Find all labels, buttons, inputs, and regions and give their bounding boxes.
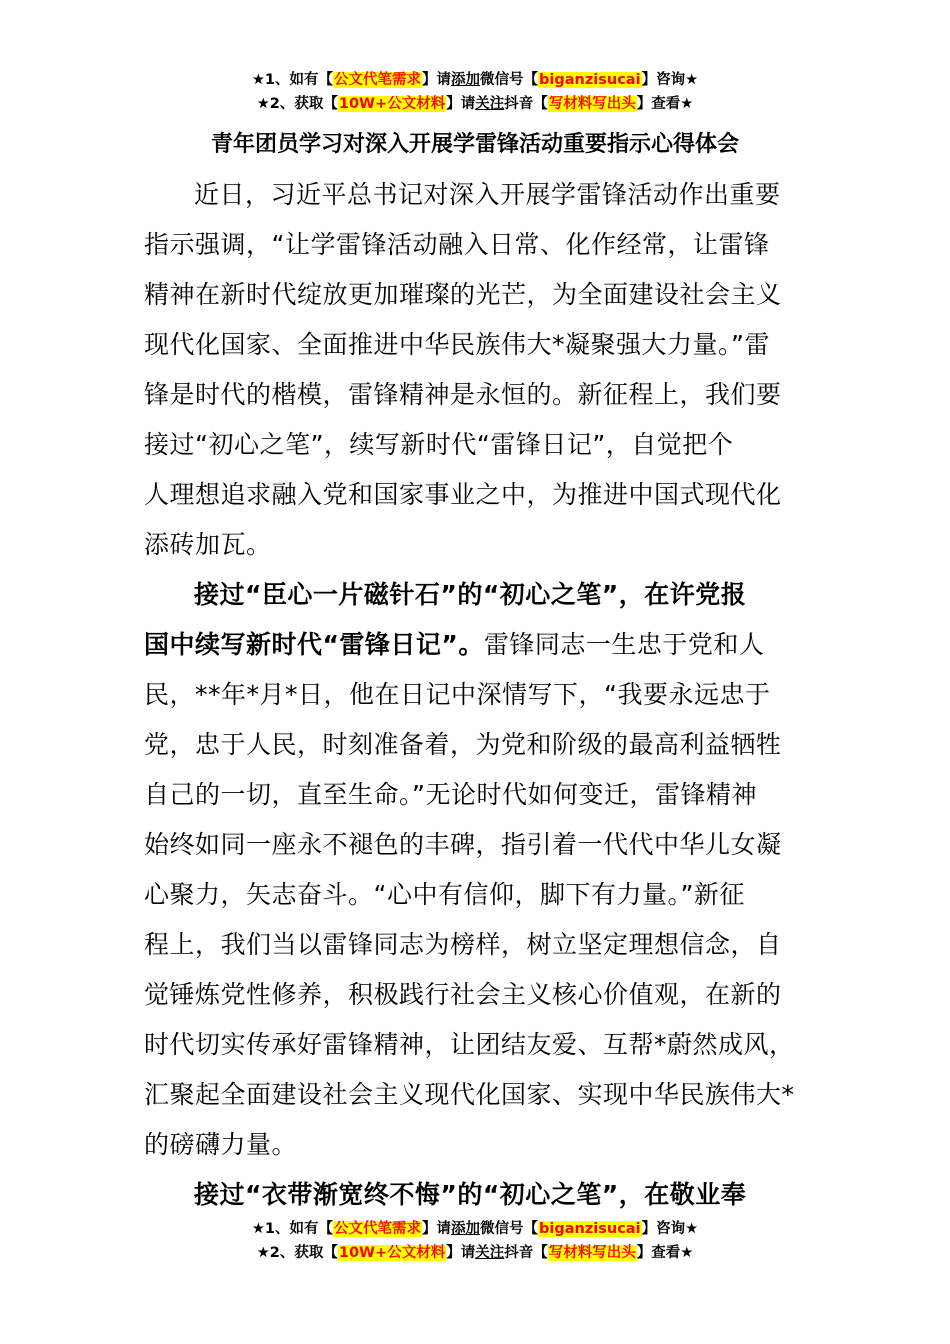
- paragraph-line: 觉锤炼党性修养，积极践行社会主义核心价值观，在新的: [144, 980, 782, 1009]
- highlight-wechat-id: biganzisucai: [539, 72, 641, 88]
- banner-text: 微信号【: [480, 1221, 539, 1237]
- paragraph-line: 锋是时代的楷模，雷锋精神是永恒的。新征程上，我们要: [144, 380, 782, 409]
- highlight-douyin-account: 写材料写出头: [548, 1245, 636, 1261]
- highlight-materials: 10W+公文材料: [338, 1245, 446, 1261]
- highlight-materials: 10W+公文材料: [338, 96, 446, 112]
- paragraph-line: 添砖加瓦。: [144, 530, 272, 559]
- banner-text: 抖音【: [504, 96, 548, 112]
- banner-text: ★2、获取【: [256, 96, 338, 112]
- highlight-service: 公文代笔需求: [334, 1221, 422, 1237]
- section-heading-line: 接过“衣带渐宽终不悔”的“初心之笔”，在敬业奉: [194, 1180, 747, 1209]
- paragraph-line: 现代化国家、全面推进中华民族伟大*凝聚强大力量。”雷: [144, 330, 770, 359]
- paragraph-line: 精神在新时代绽放更加璀璨的光芒，为全面建设社会主义: [144, 280, 782, 309]
- banner-text: 】请: [422, 72, 452, 88]
- banner-text: 】查看★: [636, 96, 694, 112]
- banner-line-1: [0, 68, 950, 92]
- banner-text: 】请: [446, 96, 476, 112]
- paragraph-line: 接过“初心之笔”，续写新时代“雷锋日记”，自觉把个: [144, 430, 734, 459]
- underlined-word: 关注: [475, 1245, 505, 1261]
- paragraph-line: 心聚力，矢志奋斗。“心中有信仰，脚下有力量。”新征: [144, 880, 745, 909]
- underlined-word: 添加: [451, 1221, 481, 1237]
- banner-text: ★1、如有【: [251, 72, 334, 88]
- banner-text: 】请: [446, 1245, 476, 1261]
- paragraph-line: 时代切实传承好雷锋精神，让团结友爱、互帮*蔚然成风，: [144, 1030, 795, 1059]
- paragraph-line: 始终如同一座永不褪色的丰碑，指引着一代代中华儿女凝: [144, 830, 782, 859]
- banner-text: 】查看★: [636, 1245, 694, 1261]
- paragraph-line: 自己的一切，直至生命。”无论时代如何变迁，雷锋精神: [144, 780, 757, 809]
- banner-text: ★2、获取【: [256, 1245, 338, 1261]
- banner-text: 】咨询★: [641, 1221, 699, 1237]
- banner-line-2: [0, 92, 950, 116]
- banner-text: ★1、如有【: [251, 1221, 334, 1237]
- paragraph-line: 民，**年*月*日，他在日记中深情写下，“我要永远忠于: [144, 680, 771, 709]
- banner-text: 】咨询★: [641, 72, 699, 88]
- banner-text: 】请: [422, 1221, 452, 1237]
- highlight-service: 公文代笔需求: [334, 72, 422, 88]
- banner-text: 微信号【: [480, 72, 539, 88]
- section-heading-tail: 国中续写新时代“雷锋日记”。: [144, 630, 484, 659]
- paragraph-line: 的磅礴力量。: [144, 1130, 298, 1159]
- banner-line-1: [0, 1217, 950, 1241]
- paragraph-line: 人理想追求融入党和国家事业之中，为推进中国式现代化: [144, 480, 782, 509]
- document-body: [144, 170, 808, 1220]
- paragraph-line: 近日，习近平总书记对深入开展学雷锋活动作出重要: [194, 180, 781, 209]
- section-heading-line: 接过“臣心一片磁针石”的“初心之笔”，在许党报: [194, 580, 747, 609]
- paragraph-line: 指示强调，“让学雷锋活动融入日常、化作经常，让雷锋: [144, 230, 770, 259]
- underlined-word: 关注: [475, 96, 505, 112]
- header-banner: [0, 68, 950, 116]
- underlined-word: 添加: [451, 72, 481, 88]
- highlight-wechat-id: biganzisucai: [539, 1221, 641, 1237]
- banner-line-2: [0, 1241, 950, 1265]
- document-title: 青年团员学习对深入开展学雷锋活动重要指示心得体会: [210, 132, 739, 157]
- banner-text: 抖音【: [504, 1245, 548, 1261]
- footer-banner: [0, 1217, 950, 1265]
- paragraph-line: [144, 620, 808, 670]
- highlight-douyin-account: 写材料写出头: [548, 96, 636, 112]
- paragraph-line: 党，忠于人民，时刻准备着，为党和阶级的最高利益牺牲: [144, 730, 782, 759]
- paragraph-line: 汇聚起全面建设社会主义现代化国家、实现中华民族伟大*: [144, 1080, 795, 1109]
- paragraph-line: 程上，我们当以雷锋同志为榜样，树立坚定理想信念，自: [144, 930, 782, 959]
- paragraph-text: 雷锋同志一生忠于党和人: [483, 630, 765, 659]
